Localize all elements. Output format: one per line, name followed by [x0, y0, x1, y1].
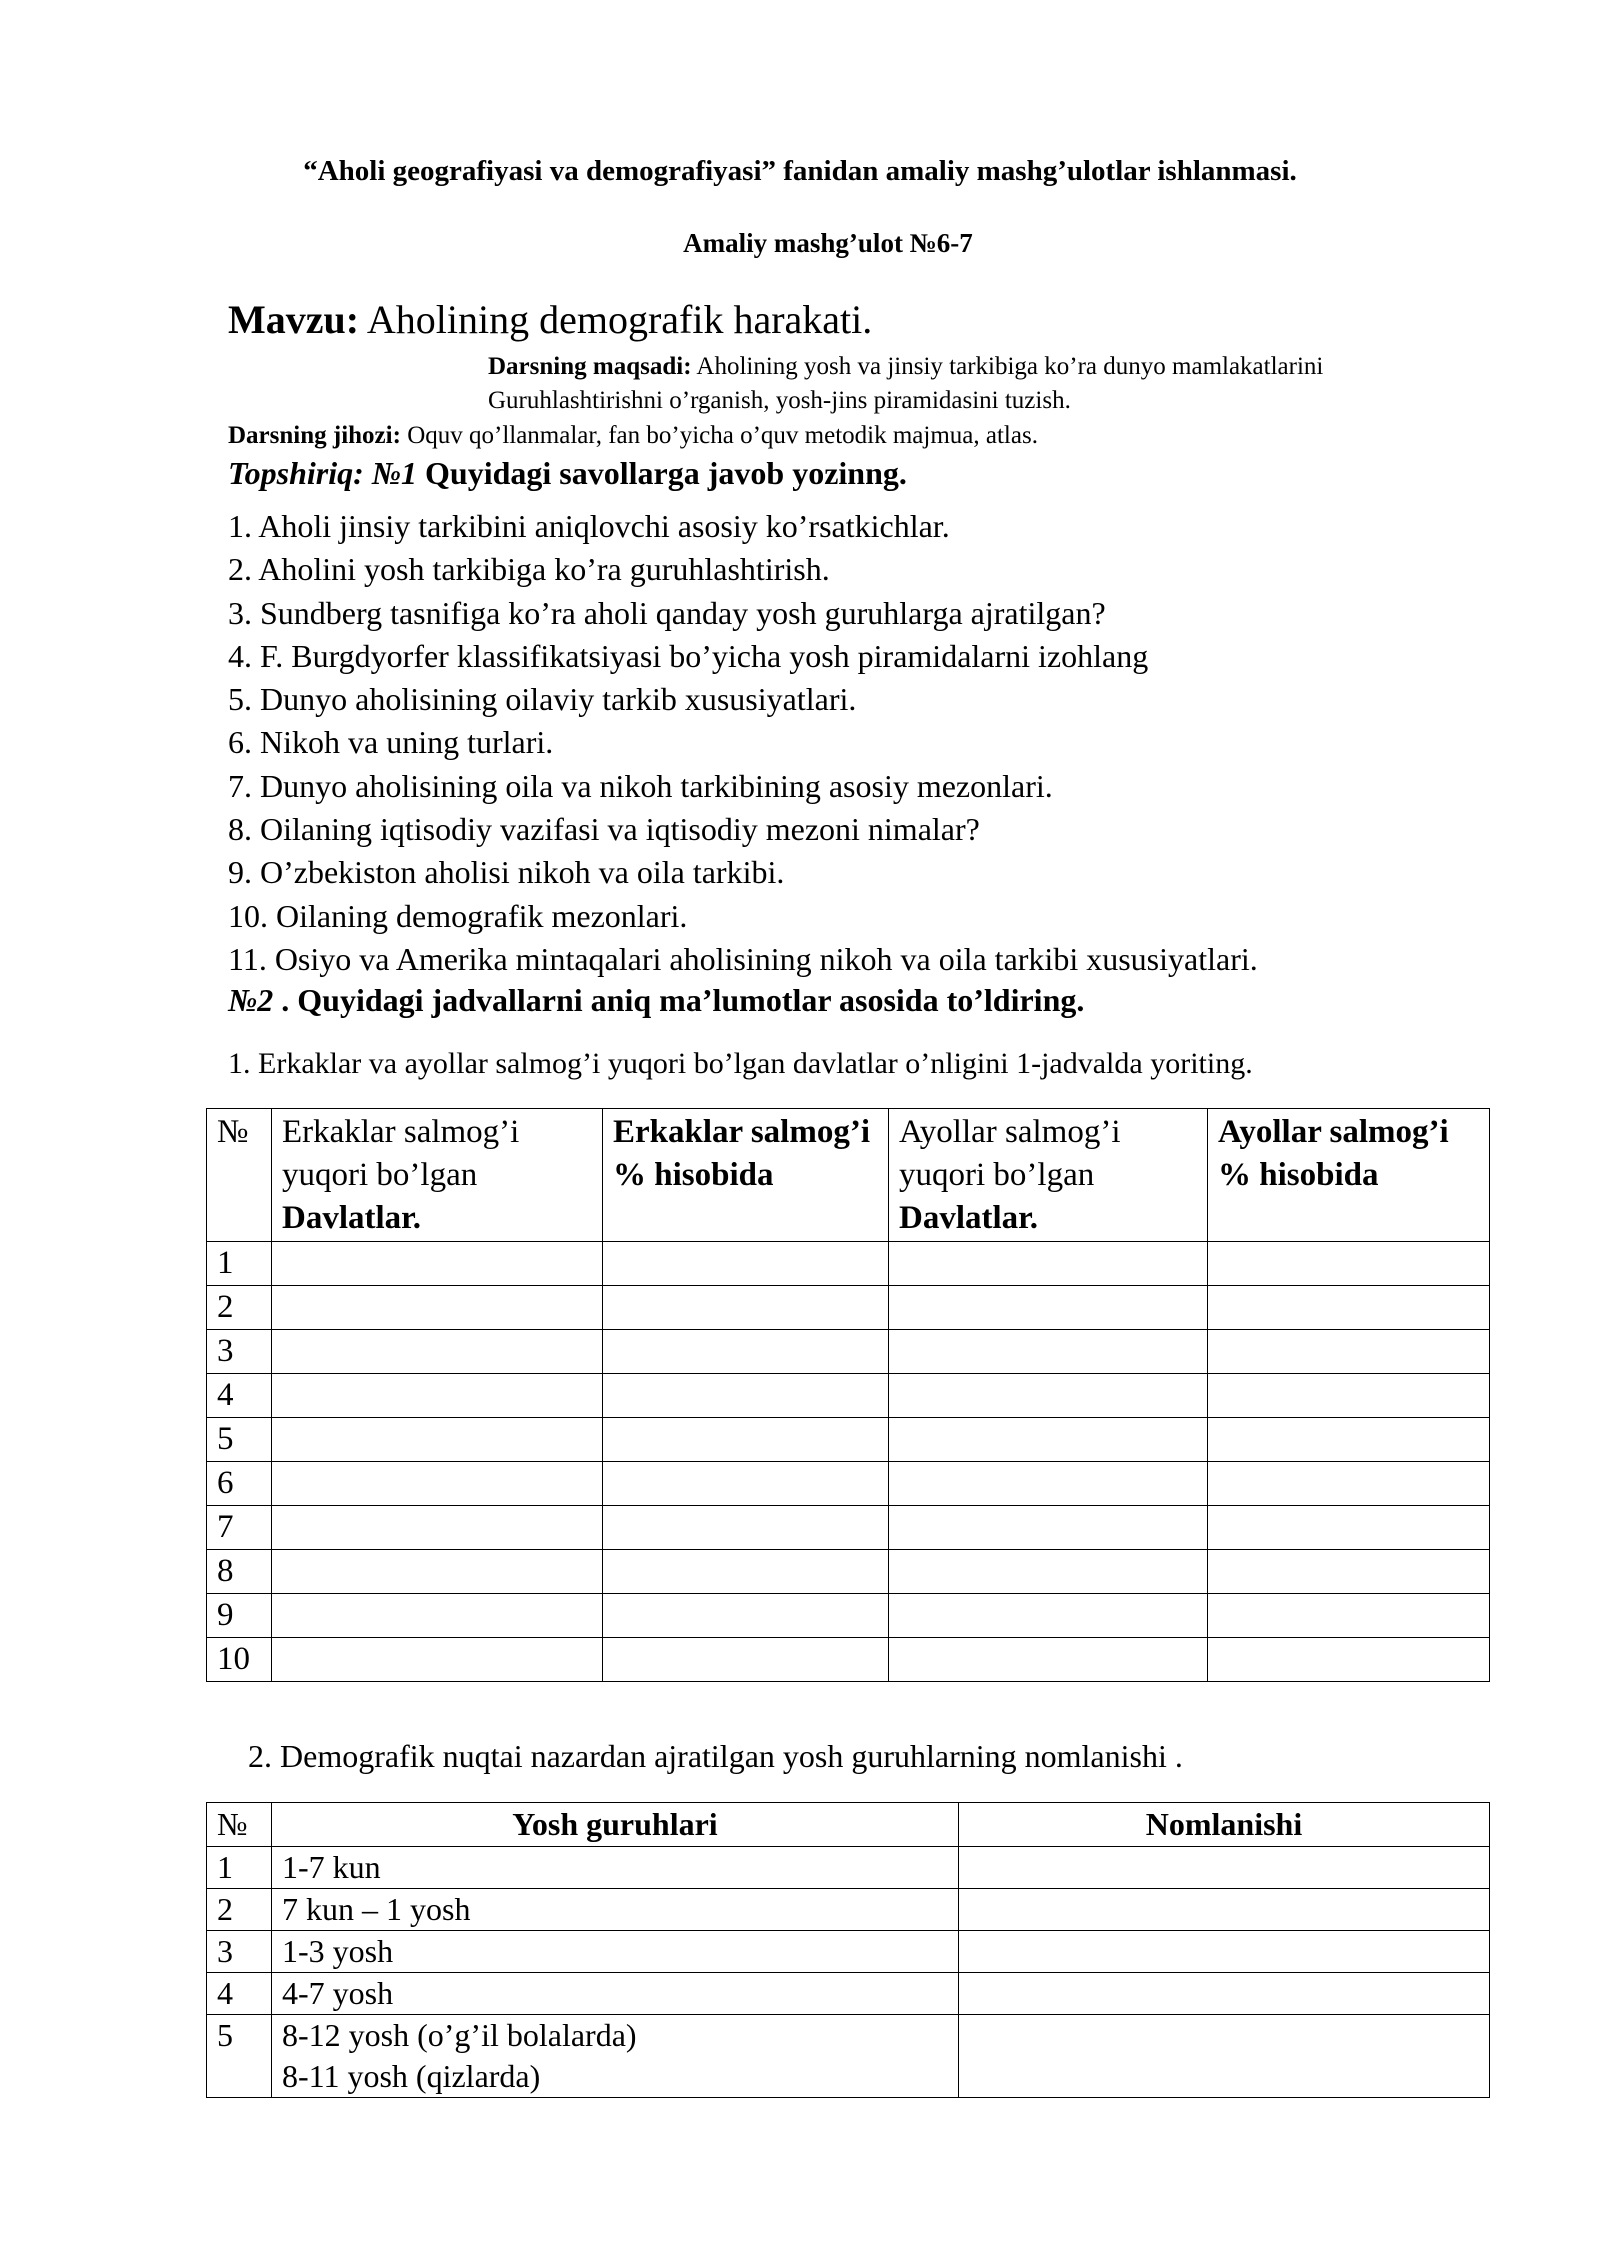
female-percent-cell[interactable]	[1208, 1330, 1490, 1374]
row-number: 3	[207, 1931, 272, 1973]
female-country-cell[interactable]	[889, 1594, 1208, 1638]
column-header-female-countries: Ayollar salmog’i yuqori bo’lgan Davlatlar.	[889, 1109, 1208, 1242]
list-item: 5. Dunyo aholisining oilaviy tarkib xususiyatlari.	[228, 681, 857, 718]
table-row	[207, 1889, 1490, 1931]
male-country-cell[interactable]	[272, 1462, 603, 1506]
naming-cell[interactable]	[959, 1889, 1490, 1931]
lesson-equipment	[228, 422, 1038, 450]
female-percent-cell[interactable]	[1208, 1550, 1490, 1594]
column-header-number: №	[207, 1803, 272, 1847]
female-country-cell[interactable]	[889, 1286, 1208, 1330]
age-group-cell	[272, 1889, 959, 1931]
row-number: 5	[207, 1418, 272, 1462]
male-percent-cell[interactable]	[603, 1374, 889, 1418]
column-header-age-groups: Yosh guruhlari	[272, 1803, 959, 1847]
row-number: 1	[207, 1242, 272, 1286]
table-row	[207, 2015, 1490, 2098]
female-country-cell[interactable]	[889, 1374, 1208, 1418]
countries-gender-table	[206, 1108, 1490, 1682]
question-list	[228, 505, 1258, 981]
task-2-text: . Quyidagi jadvallarni aniq ma’lumotlar asosida to’ldiring.	[273, 982, 1085, 1018]
female-percent-cell[interactable]	[1208, 1462, 1490, 1506]
list-item: 2. Aholini yosh tarkibiga ko’ra guruhlashtirish.	[228, 551, 830, 588]
list-item: 7. Dunyo aholisining oila va nikoh tarkibining asosiy mezonlari.	[228, 767, 1053, 804]
naming-cell[interactable]	[959, 1931, 1490, 1973]
female-percent-cell[interactable]	[1208, 1286, 1490, 1330]
column-header-male-percent: Erkaklar salmog’i % hisobida	[603, 1109, 889, 1242]
row-number: 4	[207, 1374, 272, 1418]
female-percent-cell[interactable]	[1208, 1374, 1490, 1418]
document-title: “Aholi geografiyasi va demografiyasi” fanidan amaliy mashg’ulotlar ishlanmasi.	[303, 155, 1297, 187]
female-country-cell[interactable]	[889, 1462, 1208, 1506]
table-row	[207, 1638, 1490, 1682]
table-row	[207, 1931, 1490, 1973]
naming-cell[interactable]	[959, 1847, 1490, 1889]
lesson-goal	[488, 350, 1323, 418]
age-group-text: 1-3 yosh	[282, 1933, 394, 1969]
row-number: 4	[207, 1973, 272, 2015]
age-group-cell	[272, 1931, 959, 1973]
task-1-text: Quyidagi savollarga javob yozinng.	[417, 455, 907, 491]
table-header-row	[207, 1803, 1490, 1847]
goal-line-2: Guruhlashtirishni o’rganish, yosh-jins piramidasini tuzish.	[488, 387, 1071, 414]
row-number: 8	[207, 1550, 272, 1594]
list-item: 3. Sundberg tasnifiga ko’ra aholi qanday yosh guruhlarga ajratilgan?	[228, 594, 1106, 631]
list-item: 6. Nikoh va uning turlari.	[228, 724, 554, 761]
table-row	[207, 1242, 1490, 1286]
female-country-cell[interactable]	[889, 1330, 1208, 1374]
column-header-male-countries: Erkaklar salmog’i yuqori bo’lgan Davlatlar.	[272, 1109, 603, 1242]
task-2-heading	[228, 982, 1084, 1019]
male-percent-cell[interactable]	[603, 1286, 889, 1330]
equipment-label: Darsning jihozi:	[228, 422, 401, 449]
female-percent-cell[interactable]	[1208, 1418, 1490, 1462]
column-header-female-percent: Ayollar salmog’i % hisobida	[1208, 1109, 1490, 1242]
column-header-number: №	[207, 1109, 272, 1242]
topic-text: Aholining demografik harakati.	[359, 297, 873, 342]
naming-cell[interactable]	[959, 1973, 1490, 2015]
table-header-row	[207, 1109, 1490, 1242]
list-item: 10. Oilaning demografik mezonlari.	[228, 897, 688, 934]
table-row	[207, 1462, 1490, 1506]
table-row	[207, 1594, 1490, 1638]
age-group-text-2: 8-11 yosh (qizlarda)	[282, 2058, 541, 2094]
male-percent-cell[interactable]	[603, 1506, 889, 1550]
age-group-text: 1-7 kun	[282, 1849, 381, 1885]
table-2-caption: 2. Demografik nuqtai nazardan ajratilgan yosh guruhlarning nomlanishi .	[248, 1738, 1183, 1774]
female-country-cell[interactable]	[889, 1638, 1208, 1682]
table-row	[207, 1374, 1490, 1418]
male-percent-cell[interactable]	[603, 1242, 889, 1286]
task-1-heading	[228, 455, 907, 492]
list-item: 8. Oilaning iqtisodiy vazifasi va iqtisodiy mezoni nimalar?	[228, 811, 980, 848]
male-country-cell[interactable]	[272, 1374, 603, 1418]
age-group-cell	[272, 2015, 959, 2098]
male-percent-cell[interactable]	[603, 1330, 889, 1374]
age-group-text: 8-12 yosh (o’g’il bolalarda)	[282, 2017, 637, 2053]
row-number: 1	[207, 1847, 272, 1889]
male-percent-cell[interactable]	[603, 1462, 889, 1506]
male-country-cell[interactable]	[272, 1594, 603, 1638]
list-item: 11. Osiyo va Amerika mintaqalari aholisining nikoh va oila tarkibi xususiyatlari.	[228, 940, 1258, 977]
topic-label: Mavzu:	[228, 297, 360, 342]
list-item: 1. Aholi jinsiy tarkibini aniqlovchi asosiy ko’rsatkichlar.	[228, 508, 950, 544]
female-percent-cell[interactable]	[1208, 1638, 1490, 1682]
goal-label: Darsning maqsadi:	[488, 353, 692, 380]
male-country-cell[interactable]	[272, 1506, 603, 1550]
goal-line-1: Aholining yosh va jinsiy tarkibiga ko’ra dunyo mamlakatlarini	[691, 353, 1324, 380]
equipment-text: Oquv qo’llanmalar, fan bo’yicha o’quv metodik majmua, atlas.	[400, 422, 1038, 449]
task-2-label: №2	[228, 982, 274, 1018]
row-number: 6	[207, 1462, 272, 1506]
topic-line	[228, 296, 872, 343]
male-percent-cell[interactable]	[603, 1550, 889, 1594]
table-row	[207, 1973, 1490, 2015]
row-number: 10	[207, 1638, 272, 1682]
male-country-cell[interactable]	[272, 1286, 603, 1330]
female-country-cell[interactable]	[889, 1242, 1208, 1286]
male-country-cell[interactable]	[272, 1330, 603, 1374]
table-row	[207, 1506, 1490, 1550]
document-subtitle: Amaliy mashg’ulot №6-7	[683, 228, 973, 258]
male-country-cell[interactable]	[272, 1242, 603, 1286]
list-item: 9. O’zbekiston aholisi nikoh va oila tarkibi.	[228, 854, 785, 891]
table-row	[207, 1418, 1490, 1462]
naming-cell[interactable]	[959, 2015, 1490, 2098]
table-row	[207, 1286, 1490, 1330]
female-percent-cell[interactable]	[1208, 1594, 1490, 1638]
male-percent-cell[interactable]	[603, 1638, 889, 1682]
row-number: 9	[207, 1594, 272, 1638]
male-percent-cell[interactable]	[603, 1418, 889, 1462]
row-number: 2	[207, 1889, 272, 1931]
female-country-cell[interactable]	[889, 1418, 1208, 1462]
table-row	[207, 1550, 1490, 1594]
male-country-cell[interactable]	[272, 1418, 603, 1462]
row-number: 2	[207, 1286, 272, 1330]
age-group-cell	[272, 1847, 959, 1889]
table-1-caption: 1. Erkaklar va ayollar salmog’i yuqori bo’lgan davlatlar o’nligini 1-jadvalda yoriting.	[228, 1047, 1253, 1080]
column-header-naming: Nomlanishi	[959, 1803, 1490, 1847]
female-percent-cell[interactable]	[1208, 1506, 1490, 1550]
table-row	[207, 1847, 1490, 1889]
age-group-text: 4-7 yosh	[282, 1975, 394, 2011]
female-country-cell[interactable]	[889, 1506, 1208, 1550]
row-number: 3	[207, 1330, 272, 1374]
row-number: 7	[207, 1506, 272, 1550]
male-percent-cell[interactable]	[603, 1594, 889, 1638]
age-group-cell	[272, 1973, 959, 2015]
female-country-cell[interactable]	[889, 1550, 1208, 1594]
female-percent-cell[interactable]	[1208, 1242, 1490, 1286]
age-groups-table	[206, 1802, 1490, 2098]
row-number: 5	[207, 2015, 272, 2098]
list-item: 4. F. Burgdyorfer klassifikatsiyasi bo’yicha yosh piramidalarni izohlang	[228, 637, 1149, 674]
table-row	[207, 1330, 1490, 1374]
male-country-cell[interactable]	[272, 1550, 603, 1594]
age-group-text: 7 kun – 1 yosh	[282, 1891, 471, 1927]
male-country-cell[interactable]	[272, 1638, 603, 1682]
task-1-label: Topshiriq: №1	[228, 455, 418, 491]
